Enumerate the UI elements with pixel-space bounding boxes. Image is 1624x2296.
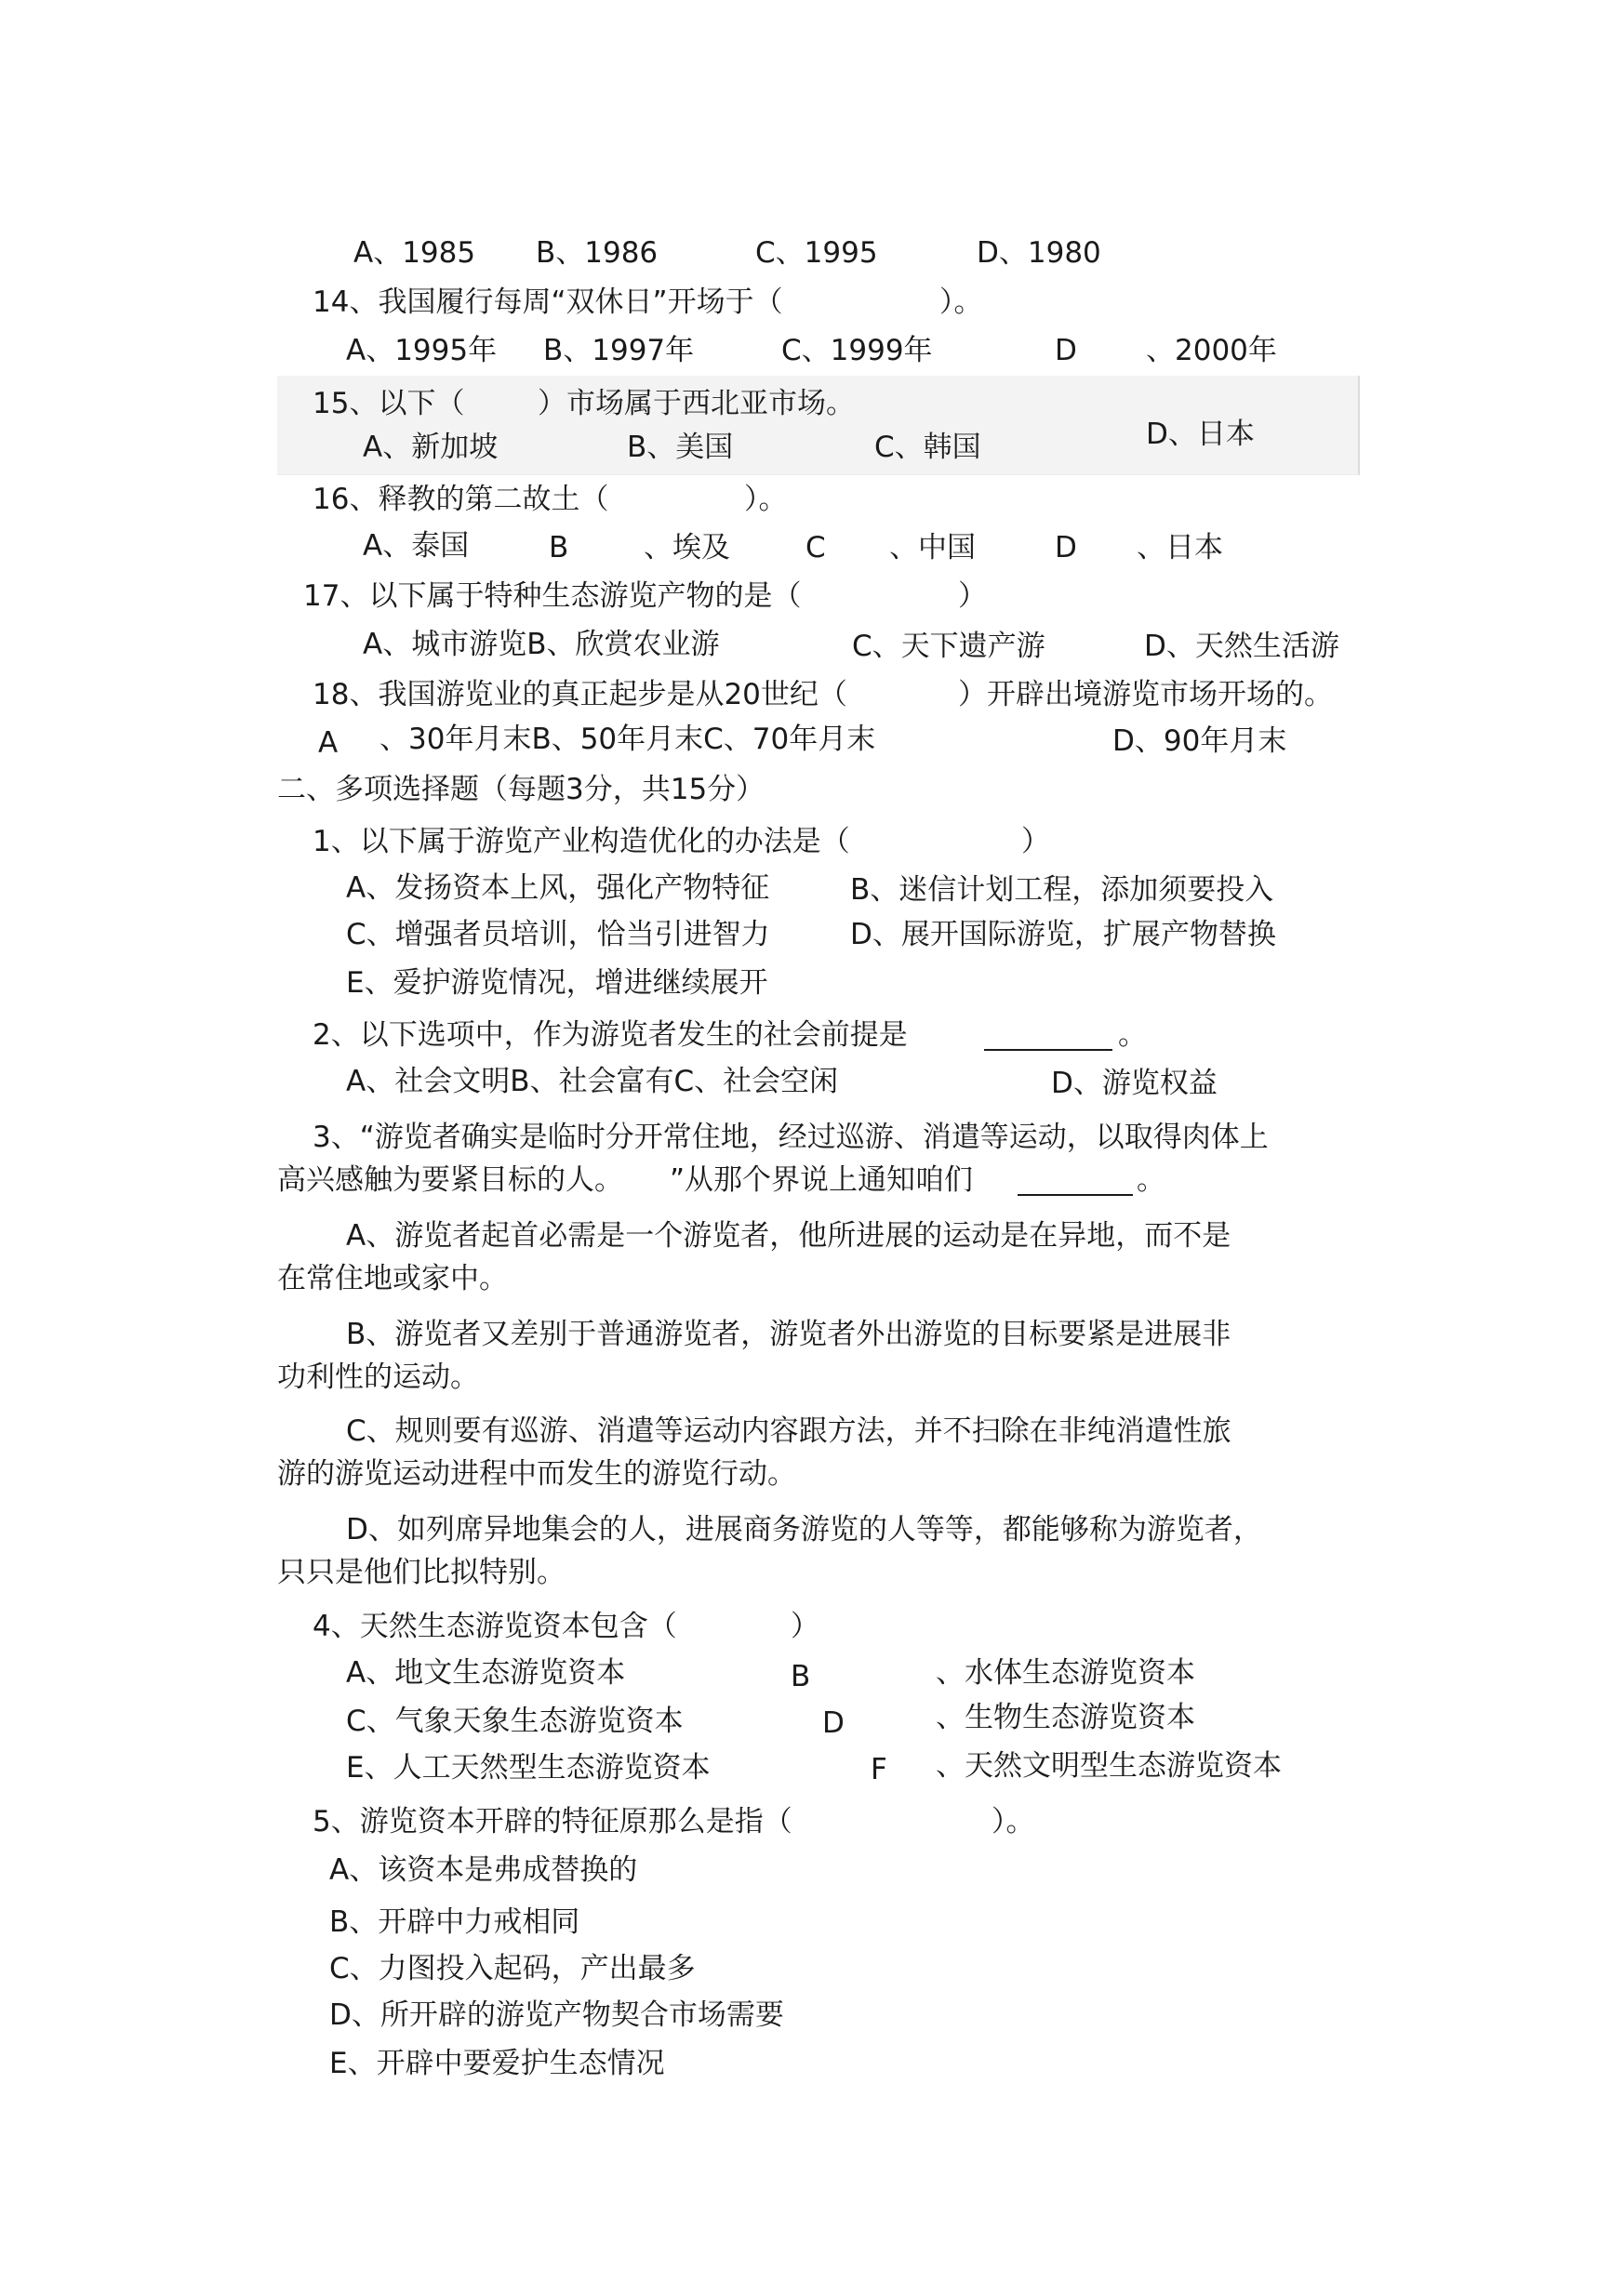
q16-option-a: A、泰国	[363, 529, 470, 563]
prev-option-d: D、1980	[977, 236, 1101, 270]
m3-option-c-line1: C、规则要有巡游、消遣等运动内容跟方法，并不扫除在非纯消遣性旅	[346, 1414, 1231, 1448]
q17-close: ）	[958, 579, 987, 613]
m3-answer-blank	[1018, 1194, 1133, 1196]
q15-option-c: C、韩国	[874, 431, 981, 464]
m4-close: ）	[791, 1610, 819, 1643]
m1-option-a: A、发扬资本上风，强化产物特征	[346, 871, 770, 905]
m1-option-d: D、展开国际游览，扩展产物替换	[850, 918, 1276, 951]
m4-option-b-letter: B	[791, 1660, 811, 1693]
m3-option-d-line2: 只只是他们比拟特别。	[277, 1556, 566, 1589]
m2-option-d: D、游览权益	[1051, 1067, 1218, 1100]
m1-option-c: C、增强者员培训，恰当引进智力	[346, 918, 770, 951]
m5-option-d: D、所开辟的游览产物契合市场需要	[329, 1998, 784, 2032]
q18-option-abc: 、30年月末B、50年月末C、70年月末	[379, 723, 876, 756]
section-title: 二、多项选择题（每题3分，共15分）	[277, 773, 765, 806]
m5-option-e: E、开辟中要爱护生态情况	[329, 2047, 665, 2080]
prev-option-a: A、1985	[353, 236, 476, 270]
q14-option-c: C、1999年	[781, 334, 933, 367]
m2-option-abc: A、社会文明B、社会富有C、社会空闲	[346, 1065, 839, 1098]
q16-option-b-letter: B	[549, 531, 569, 564]
m4-option-e: E、人工天然型生态游览资本	[346, 1751, 711, 1785]
q16-option-b-text: 、埃及	[644, 531, 730, 564]
m4-option-d-letter: D	[822, 1706, 845, 1740]
q15-option-d: D、日本	[1146, 418, 1255, 451]
m5-close: ）。	[992, 1805, 1035, 1838]
q16-stem: 16、释教的第二故土（	[313, 483, 609, 516]
q17-option-d: D、天然生活游	[1144, 630, 1339, 663]
q16-option-d-text: 、日本	[1137, 531, 1223, 564]
m3-option-a-line1: A、游览者起首必需是一个游览者，他所进展的运动是在异地，而不是	[346, 1219, 1231, 1253]
q18-stem-rest: ）开辟出境游览市场开场的。	[958, 678, 1333, 711]
q14-close: ）。	[939, 285, 983, 319]
q14-option-d-letter: D	[1055, 334, 1077, 367]
q14-stem: 14、我国履行每周“双休日”开场于（	[313, 285, 783, 319]
q15-option-b: B、美国	[627, 431, 734, 464]
m3-option-b-line2: 功利性的运动。	[277, 1360, 479, 1394]
m4-option-c: C、气象天象生态游览资本	[346, 1705, 684, 1738]
q15-option-a: A、新加坡	[363, 431, 499, 464]
prev-option-c: C、1995	[755, 236, 878, 270]
m2-stem: 2、以下选项中，作为游览者发生的社会前提是	[313, 1018, 908, 1052]
m3-stem-line2a: 高兴感触为要紧目标的人。	[277, 1163, 623, 1197]
q18-stem: 18、我国游览业的真正起步是从20世纪（	[313, 678, 847, 711]
m4-stem: 4、天然生态游览资本包含（	[313, 1610, 677, 1643]
m2-answer-blank	[984, 1049, 1112, 1051]
q16-option-c-text: 、中国	[889, 531, 976, 564]
m4-option-a: A、地文生态游览资本	[346, 1656, 626, 1690]
q17-stem: 17、以下属于特种生态游览产物的是（	[303, 579, 802, 613]
q16-option-c-letter: C	[805, 531, 826, 564]
q16-close: ）。	[744, 483, 788, 516]
m3-stem-line2b: ”从那个界说上通知咱们	[670, 1163, 974, 1197]
q14-option-d-text: 、2000年	[1146, 334, 1277, 367]
prev-option-b: B、1986	[536, 236, 659, 270]
m5-option-b: B、开辟中力戒相同	[329, 1905, 580, 1939]
m4-option-b-text: 、水体生态游览资本	[936, 1656, 1195, 1690]
m3-option-b-line1: B、游览者又差别于普通游览者，游览者外出游览的目标要紧是进展非	[346, 1318, 1231, 1351]
m1-stem: 1、以下属于游览产业构造优化的办法是（	[313, 825, 850, 858]
m4-option-f-text: 、天然文明型生态游览资本	[936, 1749, 1282, 1783]
m1-close: ）	[1021, 825, 1050, 858]
m1-option-b: B、迷信计划工程，添加须要投入	[850, 873, 1274, 907]
q15-stem-rest: ）市场属于西北亚市场。	[538, 387, 855, 420]
m3-stem-line1: 3、“游览者确实是临时分开常住地，经过巡游、消遣等运动，以取得肉体上	[313, 1121, 1269, 1154]
q17-option-ab: A、城市游览B、欣赏农业游	[363, 628, 720, 661]
m5-option-c: C、力图投入起码，产出最多	[329, 1952, 696, 1985]
m3-option-d-line1: D、如列席异地集会的人，进展商务游览的人等等，都能够称为游览者，	[346, 1513, 1262, 1546]
m4-option-f-letter: F	[871, 1753, 887, 1786]
m3-stem-close: 。	[1137, 1163, 1165, 1197]
q14-option-a: A、1995年	[346, 334, 498, 367]
m5-option-a: A、该资本是弗成替换的	[329, 1853, 638, 1887]
q15-stem: 15、以下（	[313, 387, 465, 420]
q18-option-a-letter: A	[318, 726, 339, 760]
m3-option-a-line2: 在常住地或家中。	[277, 1262, 508, 1295]
m1-option-e: E、爱护游览情况，增进继续展开	[346, 966, 768, 1000]
q16-option-d-letter: D	[1055, 531, 1077, 564]
q14-option-b: B、1997年	[543, 334, 695, 367]
q18-option-d: D、90年月末	[1112, 724, 1287, 758]
m4-option-d-text: 、生物生态游览资本	[936, 1701, 1195, 1734]
m3-option-c-line2: 游的游览运动进程中而发生的游览行动。	[277, 1457, 796, 1491]
m2-close: 。	[1118, 1018, 1147, 1052]
m5-stem: 5、游览资本开辟的特征原那么是指（	[313, 1805, 792, 1838]
q17-option-c: C、天下遗产游	[852, 630, 1045, 663]
